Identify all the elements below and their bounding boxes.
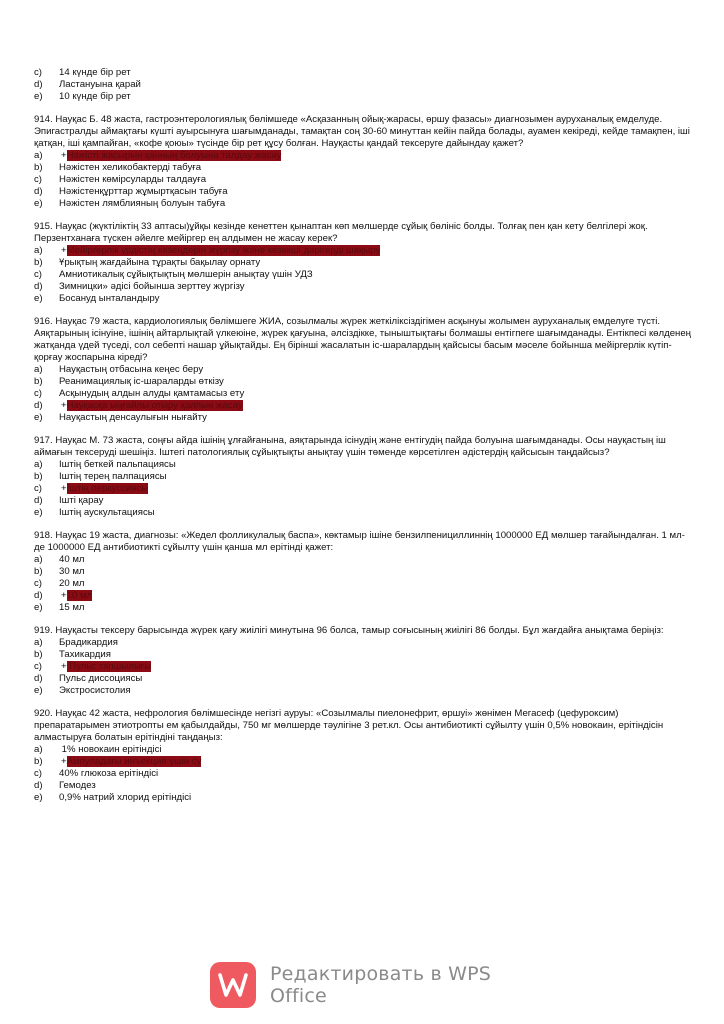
option-row xyxy=(34,756,694,768)
option-letter: c) xyxy=(34,768,42,779)
option-letter: a) xyxy=(34,459,43,470)
option-text: Нәжістен көмірсуларды талдауға xyxy=(59,174,207,185)
option-letter: c) xyxy=(34,269,42,280)
option-row xyxy=(34,376,694,388)
option-text: Пульс диссоциясы xyxy=(59,673,143,684)
option-text: Нәжістенқұрттар жұмыртқасын табуға xyxy=(59,186,228,197)
option-letter: c) xyxy=(34,483,42,494)
obscured-answer-text: 10 мл xyxy=(66,590,93,601)
option-row xyxy=(34,412,694,424)
correct-answer-highlight xyxy=(59,483,150,494)
option-letter: a) xyxy=(34,245,43,256)
option-letter: b) xyxy=(34,257,43,268)
option-text: Зимницки» әдісі бойынша зерттеу жүргізу xyxy=(59,281,245,292)
option-letter: d) xyxy=(34,281,43,292)
option-row xyxy=(34,459,694,471)
option-text: Экстросистолия xyxy=(59,685,131,696)
correct-mark: + xyxy=(61,661,67,672)
question-text: 914. Науқас Б. 48 жаста, гастроэнтерологиялық бөлімшеде «Асқазанның ойық-жарасы, өршу фазасы» диагнозымен ауруханалық емделуде. Эпигастралды аймақтағы күшті ауырсынуға шағымданады, тамақтан соң 30-60 минуттан кейін пайда болады, ауамен кекіреді, кейде тамақпен, іші қатқан, іші қампайған, «кофе қоюы» түсінде бір рет құсу болған. Науқасты қандай тексеруге дайындау қажет? xyxy=(34,114,690,149)
correct-answer-highlight xyxy=(59,245,382,256)
option-row xyxy=(34,67,694,79)
correct-mark: + xyxy=(61,150,67,161)
option-text: 30 мл xyxy=(59,566,85,577)
prev-question-tail xyxy=(34,67,694,103)
document-content xyxy=(34,67,694,804)
option-text: Гемодез xyxy=(59,780,96,791)
option-row xyxy=(34,364,694,376)
option-letter: a) xyxy=(34,364,43,375)
option-letter: e) xyxy=(34,412,43,423)
option-text: Іштің аускультациясы xyxy=(59,507,155,518)
option-text: Ұрықтың жағдайына тұрақты бақылау орнату xyxy=(59,257,261,268)
option-row xyxy=(34,150,694,162)
option-row xyxy=(34,91,694,103)
option-letter: d) xyxy=(34,79,43,90)
option-letter: c) xyxy=(34,661,42,672)
option-row xyxy=(34,578,694,590)
option-text: Тахикардия xyxy=(59,649,111,660)
obscured-answer-text: Науқасқа ыңғайлы отыру қалпын жасау xyxy=(66,400,243,411)
option-letter: e) xyxy=(34,91,43,102)
option-row xyxy=(34,554,694,566)
correct-mark: + xyxy=(61,483,67,494)
option-text: 40 мл xyxy=(59,554,85,565)
option-letter: e) xyxy=(34,602,43,613)
option-letter: e) xyxy=(34,293,43,304)
option-letter: d) xyxy=(34,186,43,197)
option-letter: a) xyxy=(34,637,43,648)
option-row xyxy=(34,198,694,210)
option-row xyxy=(34,400,694,412)
option-letter: b) xyxy=(34,376,43,387)
option-text: Науқастың денсаулығын нығайту xyxy=(59,412,207,423)
option-letter: b) xyxy=(34,566,43,577)
option-letter: c) xyxy=(34,174,42,185)
option-row xyxy=(34,174,694,186)
obscured-answer-text: Іштің перкуссиясы xyxy=(66,483,149,494)
option-row xyxy=(34,507,694,519)
correct-mark: + xyxy=(61,756,67,767)
question-text: 915. Науқас (жүктіліктің 33 аптасы)ұйқы кезінде кенеттен қынаптан көп мөлшерде сұйық бөлініс болды. Толғақ пен қан кету белгілері жоқ. Перзентханаға түскен әйелге мейіргер ең алдымен не жасау керек? xyxy=(34,221,648,244)
wps-logo-icon[interactable] xyxy=(210,962,256,1008)
option-letter: a) xyxy=(34,554,43,565)
question-text: 920. Науқас 42 жаста, нефрология бөлімшесінде негізгі ауруы: «Созылмалы пиелонефрит, өршуі» жөнімен Мегасеф (цефуроксим) препаратарымен этиотропты ем қабылдайды, 750 мг мөлшерде тәулігіне 3 рет.кл. Осы антибиотикті сұйылту үшін 0,5% новокаин, ерітіндісін алмастыруға болатын ерітіндіні таңдаңыз: xyxy=(34,708,664,743)
option-row xyxy=(34,768,694,780)
option-row xyxy=(34,483,694,495)
option-text: 40% глюкоза ерітіндісі xyxy=(59,768,159,779)
question-917 xyxy=(34,435,694,519)
option-text: Іштің беткей пальпациясы xyxy=(59,459,176,470)
question-914 xyxy=(34,114,694,210)
option-letter: b) xyxy=(34,471,43,482)
option-row xyxy=(34,293,694,305)
option-row xyxy=(34,602,694,614)
option-letter: c) xyxy=(34,578,42,589)
option-letter: e) xyxy=(34,198,43,209)
correct-answer-highlight xyxy=(59,150,283,161)
option-text: 10 күнде бір рет xyxy=(59,91,131,102)
option-row xyxy=(34,637,694,649)
correct-mark: + xyxy=(61,590,67,601)
option-letter: c) xyxy=(34,67,42,78)
option-letter: e) xyxy=(34,507,43,518)
option-row xyxy=(34,649,694,661)
option-row xyxy=(34,590,694,602)
correct-answer-highlight xyxy=(59,400,245,411)
option-letter: b) xyxy=(34,162,43,173)
obscured-answer-text: Мейіргерлік үрдістің кезеңдерін жүргізу және кезекші дәрігерді шақыру xyxy=(66,245,381,256)
wps-w-glyph-icon xyxy=(218,972,248,998)
option-text: Ластануына қарай xyxy=(59,79,141,90)
option-text: 0,9% натрий хлорид ерітіндісі xyxy=(59,792,192,803)
option-text: Амниотикалық сұйықтықтың мөлшерін анықтау үшін УДЗ xyxy=(59,269,313,280)
correct-mark: + xyxy=(61,400,67,411)
option-text: Асқынудың алдын алуды қамтамасыз ету xyxy=(59,388,245,399)
option-row xyxy=(34,744,694,756)
option-letter: e) xyxy=(34,685,43,696)
option-row xyxy=(34,792,694,804)
correct-mark: + xyxy=(61,245,67,256)
question-text: 919. Науқасты тексеру барысында жүрек қағу жиілігі минутына 96 болса, тамыр соғысының жиілігі 86 болды. Бұл жағдайға анықтама беріңіз: xyxy=(34,625,664,636)
question-918 xyxy=(34,530,694,614)
option-row xyxy=(34,269,694,281)
option-letter: d) xyxy=(34,400,43,411)
option-row xyxy=(34,495,694,507)
option-text: 20 мл xyxy=(59,578,85,589)
option-row xyxy=(34,673,694,685)
option-text: Нәжістен хеликобактерді табуға xyxy=(59,162,202,173)
question-920 xyxy=(34,708,694,804)
option-letter: b) xyxy=(34,649,43,660)
option-letter: b) xyxy=(34,756,43,767)
option-letter: a) xyxy=(34,744,43,755)
option-row xyxy=(34,186,694,198)
option-row xyxy=(34,281,694,293)
option-text: Нәжістен лямблияның болуын табуға xyxy=(59,198,226,209)
question-916 xyxy=(34,316,694,424)
obscured-answer-text: Нәжісті жасырын қанның болуына талдау жасау xyxy=(66,150,282,161)
option-letter: a) xyxy=(34,150,43,161)
option-row xyxy=(34,471,694,483)
obscured-answer-text: Пульс тапшылығы xyxy=(66,661,152,672)
option-row xyxy=(34,162,694,174)
option-row xyxy=(34,566,694,578)
question-915 xyxy=(34,221,694,305)
option-text: Іштің терең палпациясы xyxy=(59,471,167,482)
option-text: Босануд ынталандыру xyxy=(59,293,160,304)
option-text: 14 күнде бір рет xyxy=(59,67,131,78)
option-text: Брадикардия xyxy=(59,637,118,648)
option-text: Ішті қарау xyxy=(59,495,104,506)
option-text: Науқастың отбасына кеңес беру xyxy=(59,364,204,375)
option-letter: d) xyxy=(34,495,43,506)
question-text: 916. Науқас 79 жаста, кардиологиялық бөлімшеге ЖИА, созылмалы жүрек жеткіліксіздігімен асқынуы жолымен ауруханалық емделуге түсті. Аяқтарының ісінуіне, ішінің айтарлықтай үлкеюіне, жүрек қағуына, әлсіздікке, тыныштықтағы болмашы ентігпеге шағымданады. Ентікпесі көлденең жатқанда үдей түседі, сол себепті нашар ұйықтайды. Ең бірінші жасалатын іс-шаралардың қайсысы басым мәселе бойынша мейіргерлік күтіп-қорғау жоспарына кіреді? xyxy=(34,316,691,363)
question-919 xyxy=(34,625,694,697)
option-letter: e) xyxy=(34,792,43,803)
correct-answer-highlight xyxy=(59,590,94,601)
option-row xyxy=(34,780,694,792)
wps-edit-link[interactable]: Редактировать в WPS Office xyxy=(270,963,491,1007)
correct-answer-highlight xyxy=(59,756,203,767)
option-letter: d) xyxy=(34,590,43,601)
option-row xyxy=(34,388,694,400)
option-row xyxy=(34,257,694,269)
option-text: Реанимациялық іс-шараларды өткізу xyxy=(59,376,224,387)
option-letter: c) xyxy=(34,388,42,399)
wps-edit-banner[interactable] xyxy=(210,962,530,1008)
option-row xyxy=(34,685,694,697)
option-row xyxy=(34,245,694,257)
question-text: 917. Науқас М. 73 жаста, соңғы айда ішінің ұлғайғанына, аяқтарында ісінудің және ентігудің пайда болуына шағымданады. Осы науқастың іш аймағын тексеруді шешіңіз. Іштегі патологиялық сұйықтықты анықтау үшін төменде көрсетілген әдістердің қайсысын таңдайсыз? xyxy=(34,435,666,458)
obscured-answer-text: Ампуладағы инъекция үшін су xyxy=(66,756,202,767)
option-text: 1% новокаин ерітіндісі xyxy=(59,744,162,755)
option-letter: d) xyxy=(34,780,43,791)
option-row xyxy=(34,661,694,673)
correct-answer-highlight xyxy=(59,661,153,672)
option-letter: d) xyxy=(34,673,43,684)
option-row xyxy=(34,79,694,91)
option-text: 15 мл xyxy=(59,602,85,613)
question-text: 918. Науқас 19 жаста, диагнозы: «Жедел фолликулалық баспа», көктамыр ішіне бензилпенициллиннің 1000000 ЕД мөлшер тағайындалған. 1 мл-де 1000000 ЕД антибиотикті сұйылту үшін қанша мл ерітінді қажет: xyxy=(34,530,685,553)
